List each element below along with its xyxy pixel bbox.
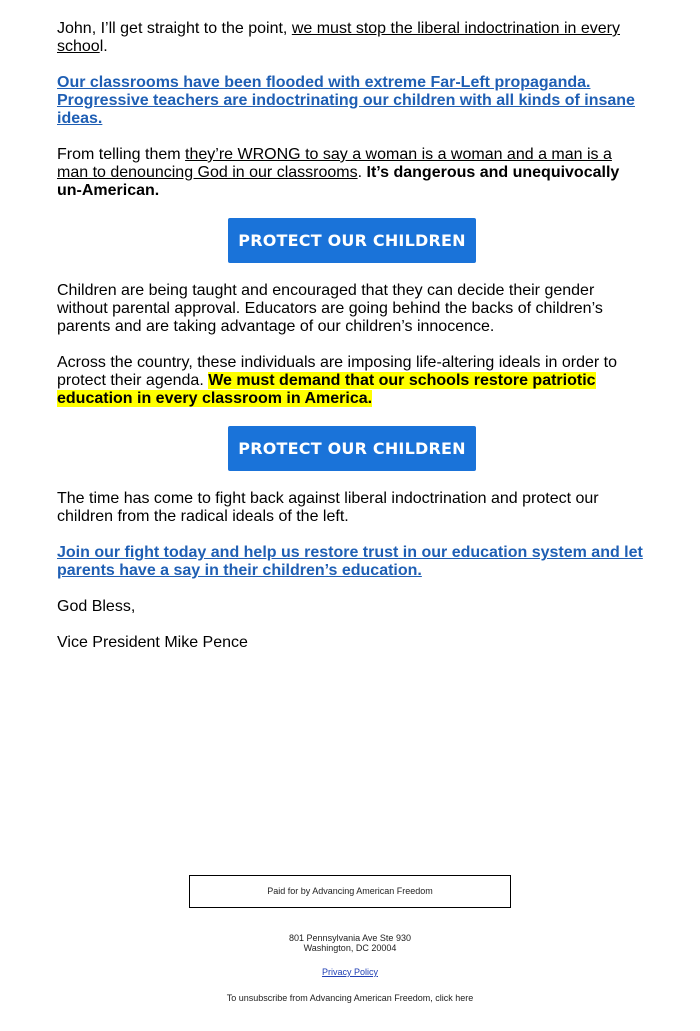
teachers-text-sep: . <box>357 164 367 181</box>
email-footer <box>0 875 700 1003</box>
paid-for-box: Paid for by Advancing American Freedom <box>189 875 511 908</box>
join-fight-link[interactable]: Join our fight today and help us restore trust in our education system and let parents have a say in their children’s education. <box>57 544 643 579</box>
teachers-bold-text: It’s dangerous and unequivocally un-American. <box>57 164 620 199</box>
join-paragraph <box>57 544 647 580</box>
agenda-text: Across the country, these individuals are imposing life-altering ideals in order to protect their agenda. <box>57 354 617 389</box>
intro-text-end: l. <box>99 38 108 55</box>
intro-paragraph <box>57 20 647 56</box>
protect-our-children-button-2[interactable]: PROTECT OUR CHILDREN <box>228 426 476 471</box>
agenda-paragraph <box>57 354 647 408</box>
teachers-underlined-link[interactable]: they’re WRONG to say a woman is a woman and a man is a man to denouncing God in our classrooms <box>57 146 612 181</box>
protect-our-children-button[interactable]: PROTECT OUR CHILDREN <box>228 218 476 263</box>
address-line-2: Washington, DC 20004 <box>303 943 397 953</box>
intro-text: John, I’ll get straight to the point, <box>57 20 292 37</box>
gender-paragraph: Children are being taught and encouraged that they can decide their gender without parental approval. Educators are going behind the backs of children’s parents and are taking advantage of our children’s innocence. <box>57 282 603 335</box>
signoff: God Bless, <box>57 598 136 615</box>
address-line-1: 801 Pennsylvania Ave Ste 930 <box>289 933 411 943</box>
email-body <box>57 20 647 670</box>
address <box>0 933 700 953</box>
intro-underlined-text[interactable]: we must stop the liberal indoctrination in every schoo <box>57 20 620 55</box>
fight-back-paragraph: The time has come to fight back against liberal indoctrination and protect our children from the radical ideals of the left. <box>57 490 599 525</box>
teachers-paragraph <box>57 146 647 200</box>
privacy-policy-link[interactable]: Privacy Policy <box>321 967 378 977</box>
propaganda-paragraph <box>57 74 647 128</box>
teachers-text: From telling them <box>57 146 186 163</box>
cta-wrapper-1 <box>57 218 647 263</box>
propaganda-link[interactable]: Our classrooms have been flooded with extreme Far-Left propaganda. Progressive teachers are indoctrinating our children with all kinds of insane ideas. <box>57 74 635 127</box>
signature: Vice President Mike Pence <box>57 634 248 651</box>
agenda-highlighted-text: We must demand that our schools restore patriotic education in every classroom in America. <box>57 372 596 407</box>
cta-wrapper-2 <box>57 426 647 471</box>
unsubscribe-text[interactable]: To unsubscribe from Advancing American Freedom, click here <box>226 993 474 1003</box>
